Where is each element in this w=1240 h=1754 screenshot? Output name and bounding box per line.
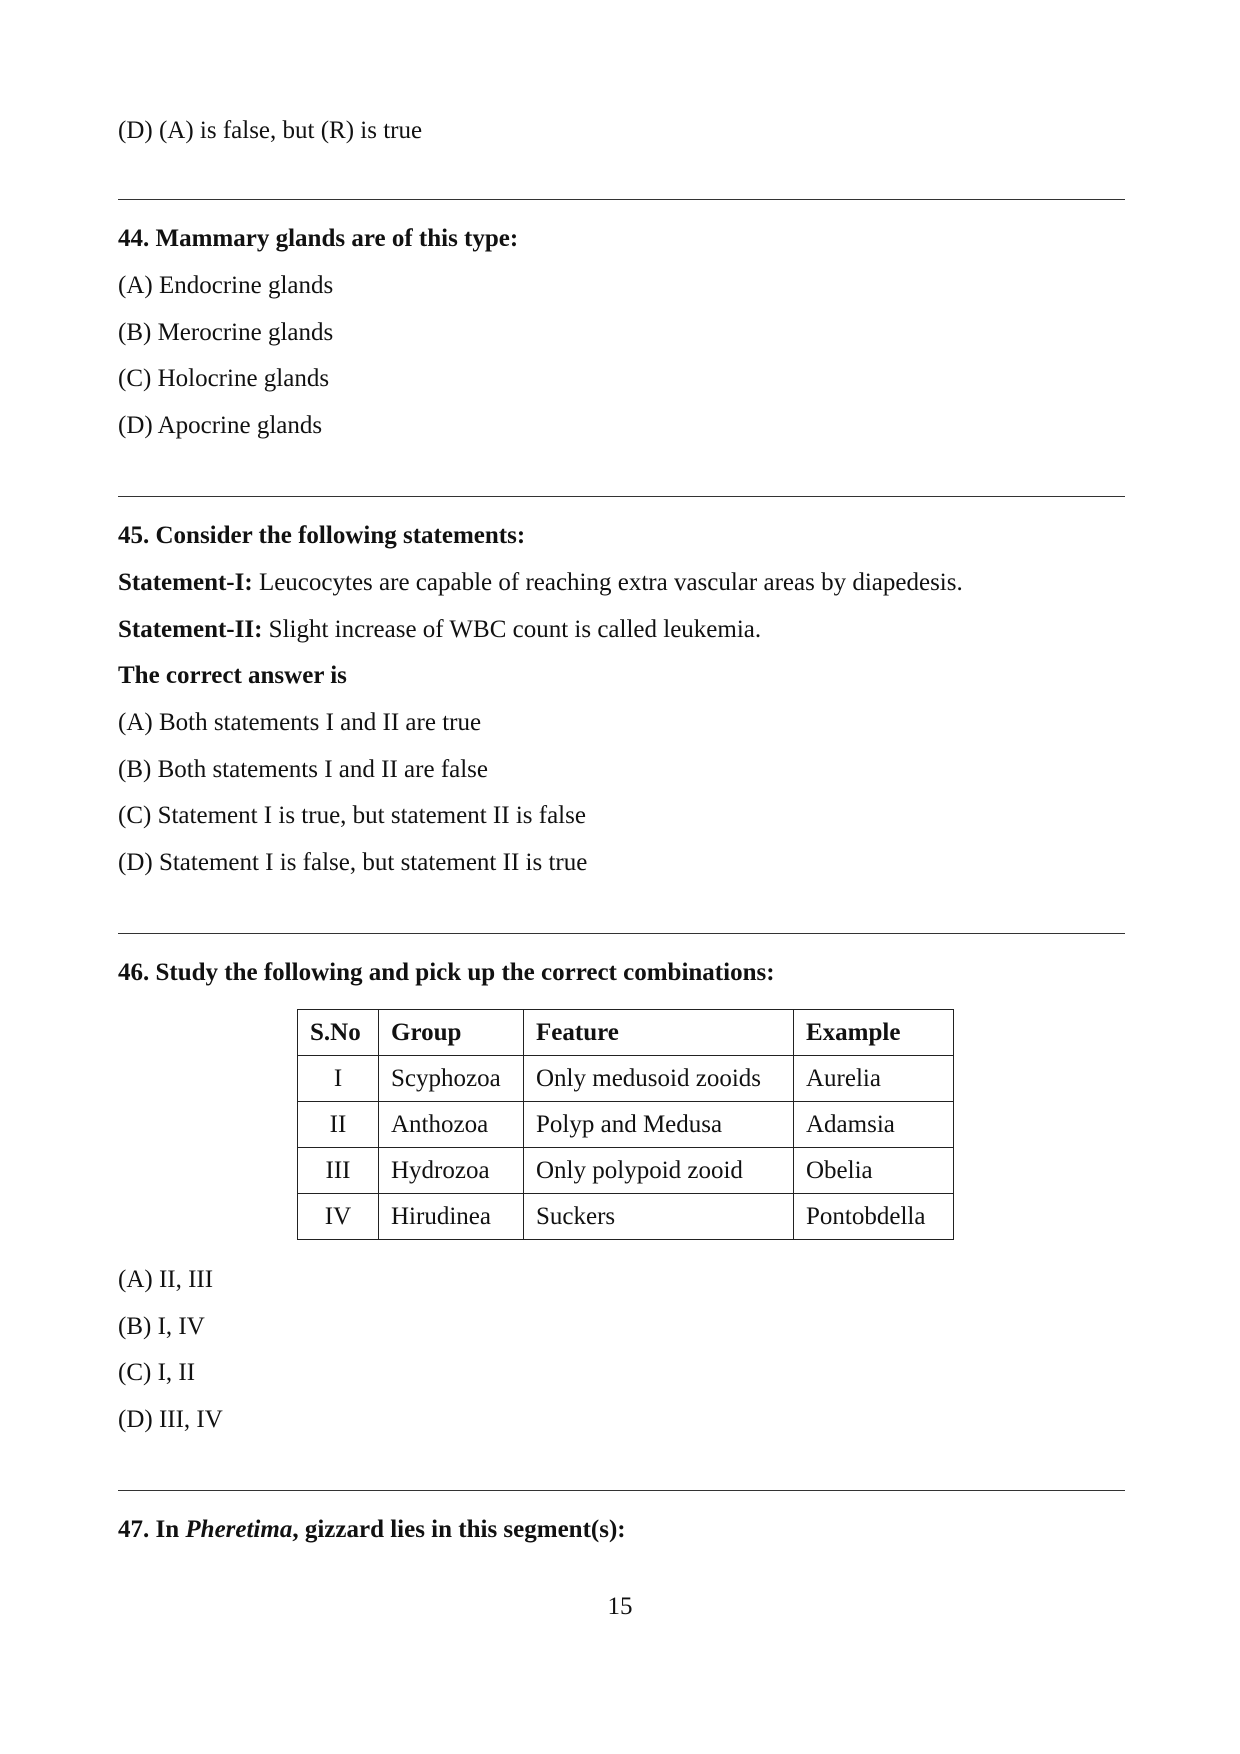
q44-option-b: (B) Merocrine glands	[118, 319, 334, 346]
cell-example: Pontobdella	[794, 1194, 954, 1240]
cell-feature: Polyp and Medusa	[524, 1102, 794, 1148]
cell-sno: III	[298, 1148, 379, 1194]
cell-group: Scyphozoa	[379, 1056, 524, 1102]
cell-example: Aurelia	[794, 1056, 954, 1102]
q46-option-d: (D) III, IV	[118, 1406, 223, 1433]
statement-1-label: Statement-I:	[118, 569, 253, 596]
q45-statement-2	[118, 615, 761, 645]
header-feature: Feature	[524, 1010, 794, 1056]
statement-2-label: Statement-II:	[118, 616, 263, 643]
q45-option-c: (C) Statement I is true, but statement II is false	[118, 802, 586, 829]
cell-group: Anthozoa	[379, 1102, 524, 1148]
q47-prefix: 47. In	[118, 1516, 186, 1543]
question-divider	[118, 1490, 1125, 1491]
q45-question: 45. Consider the following statements:	[118, 522, 526, 549]
q45-answer-prompt: The correct answer is	[118, 662, 347, 689]
q44-option-a: (A) Endocrine glands	[118, 272, 334, 299]
cell-example: Adamsia	[794, 1102, 954, 1148]
cell-feature: Only medusoid zooids	[524, 1056, 794, 1102]
q47-suffix: , gizzard lies in this segment(s):	[292, 1516, 626, 1543]
question-divider	[118, 199, 1125, 200]
cell-example: Obelia	[794, 1148, 954, 1194]
q44-question: 44. Mammary glands are of this type:	[118, 225, 519, 252]
table-row	[298, 1194, 954, 1240]
q46-question: 46. Study the following and pick up the correct combinations:	[118, 959, 775, 986]
table-row	[298, 1148, 954, 1194]
cell-sno: I	[298, 1056, 379, 1102]
page-number: 15	[607, 1593, 633, 1620]
q47-question	[118, 1515, 626, 1545]
q44-option-c: (C) Holocrine glands	[118, 365, 330, 392]
cell-feature: Only polypoid zooid	[524, 1148, 794, 1194]
cell-group: Hydrozoa	[379, 1148, 524, 1194]
question-divider	[118, 496, 1125, 497]
cell-feature: Suckers	[524, 1194, 794, 1240]
header-group: Group	[379, 1010, 524, 1056]
statement-2-text: Slight increase of WBC count is called leukemia.	[262, 616, 762, 643]
question-divider	[118, 933, 1125, 934]
header-example: Example	[794, 1010, 954, 1056]
q47-genus: Pheretima	[185, 1516, 293, 1543]
cell-sno: IV	[298, 1194, 379, 1240]
cell-group: Hirudinea	[379, 1194, 524, 1240]
q45-option-a: (A) Both statements I and II are true	[118, 709, 482, 736]
q46-option-c: (C) I, II	[118, 1359, 196, 1386]
table-row	[298, 1056, 954, 1102]
table-row	[298, 1102, 954, 1148]
q45-option-d: (D) Statement I is false, but statement II is true	[118, 849, 588, 876]
q46-option-b: (B) I, IV	[118, 1313, 205, 1340]
cnidaria-table	[297, 1009, 954, 1240]
cell-sno: II	[298, 1102, 379, 1148]
q45-statement-1	[118, 568, 963, 598]
q46-option-a: (A) II, III	[118, 1266, 214, 1293]
table-header-row	[298, 1010, 954, 1056]
header-sno: S.No	[298, 1010, 379, 1056]
q43-option-d: (D) (A) is false, but (R) is true	[118, 117, 423, 144]
statement-1-text: Leucocytes are capable of reaching extra vascular areas by diapedesis.	[252, 569, 963, 596]
q44-option-d: (D) Apocrine glands	[118, 412, 323, 439]
q45-option-b: (B) Both statements I and II are false	[118, 756, 489, 783]
